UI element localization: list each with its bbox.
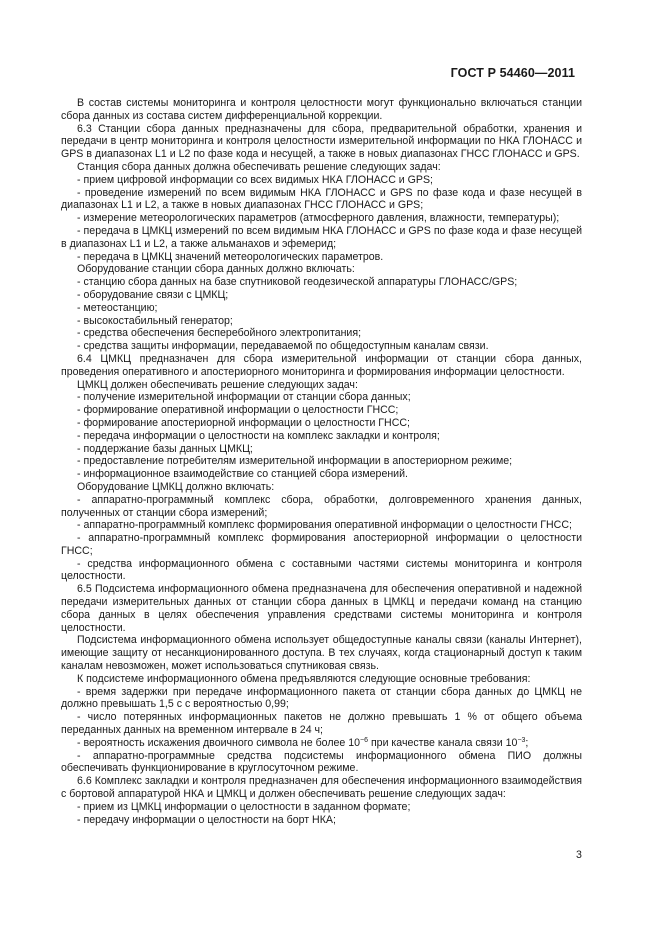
list-item: - средства обеспечения бесперебойного электропитания; — [77, 327, 362, 340]
list-item: - станцию сбора данных на базе спутниковой геодезической аппаратуры ГЛОНАСС/GPS; — [77, 276, 518, 289]
text-fragment: ; — [525, 736, 529, 749]
paragraph: В состав системы мониторинга и контроля целостности могут функционально включаться станции сбора данных из состава систем дифференциальной коррекции. — [61, 97, 582, 122]
page-header: ГОСТ Р 54460—2011 — [450, 66, 575, 80]
list-item: - передача в ЦМКЦ измерений по всем видимым НКА ГЛОНАСС и GPS по фазе кода и фазе несущей в диапазонах L1 и L2, а также альманахов и эфемерид; — [61, 224, 582, 250]
document-body — [61, 97, 582, 826]
list-item: - средства защиты информации, передаваемой по общедоступным каналам связи. — [77, 340, 489, 353]
paragraph: Станция сбора данных должна обеспечивать решение следующих задач: — [77, 160, 441, 173]
list-item: - формирование оперативной информации о целостности ГНСС; — [77, 404, 399, 417]
list-item: - оборудование связи с ЦМКЦ; — [77, 288, 229, 301]
list-item: - передача информации о целостности на комплекс закладки и контроля; — [77, 429, 440, 442]
section-6-5-paragraph: 6.5 Подсистема информационного обмена предназначена для обеспечения оперативной и надежной передачи измерительных данных от станции сбора данных в ЦМКЦ и передачи команд на станцию сбора данных в целях обеспечения управления средствами системы мониторинга и контроля целостности. — [61, 583, 582, 634]
list-item: - передачу информации о целостности на борт НКА; — [77, 813, 336, 826]
list-item: - аппаратно-программные средства подсистемы информационного обмена ПИО должны обеспечивать функционирование в круглосуточном режиме. — [61, 749, 582, 775]
paragraph: Подсистема информационного обмена использует общедоступные каналы связи (каналы Интернет), имеющие защиту от несанкционированного доступа. В тех случаях, когда стационарный доступ к таким каналам невозможен, может использоваться спутниковая связь. — [61, 634, 582, 673]
list-item: - передача в ЦМКЦ значений метеорологических параметров. — [77, 250, 384, 263]
list-item: - информационное взаимодействие со станцией сбора измерений. — [77, 468, 408, 481]
list-item: - прием цифровой информации со всех видимых НКА ГЛОНАСС и GPS; — [77, 173, 433, 186]
list-item-error-rate — [61, 737, 582, 750]
paragraph: ЦМКЦ должен обеспечивать решение следующих задач: — [77, 378, 358, 391]
section-6-3-paragraph: 6.3 Станции сбора данных предназначены для сбора, предварительной обработки, хранения и передачи в центр мониторинга и контроля целостности измерительной информации по НКА ГЛОНАСС и GPS в диапазонах L1 и L2 по фазе кода и несущей, а также в новых диапазонах ГНСС ГЛОНАСС и GPS. — [61, 122, 582, 161]
list-item: - число потерянных информационных пакетов не должно превышать 1 % от общего объема переданных данных на временном интервале в 24 ч; — [61, 711, 582, 737]
paragraph: Оборудование станции сбора данных должно включать: — [77, 263, 355, 276]
section-6-6-paragraph: 6.6 Комплекс закладки и контроля предназначен для обеспечения информационного взаимодействия с бортовой аппаратурой НКА и ЦМКЦ и должен обеспечивать решение следующих задач: — [61, 775, 582, 801]
exponent: −6 — [360, 736, 368, 744]
page-number: 3 — [576, 849, 582, 861]
list-item: - проведение измерений по всем видимым НКА ГЛОНАСС и GPS по фазе кода и фазе несущей в диапазонах L1 и L2, а также в новых диапазонах ГНСС ГЛОНАСС и GPS; — [61, 186, 582, 212]
list-item: - аппаратно-программный комплекс формирования оперативной информации о целостности ГНСС; — [77, 519, 572, 532]
list-item: - измерение метеорологических параметров (атмосферного давления, влажности, температуры); — [77, 212, 560, 225]
section-6-4-paragraph: 6.4 ЦМКЦ предназначен для сбора измерительной информации от станции сбора данных, проведения оперативного и апостериорного мониторинга и формирования информации целостности. — [61, 352, 582, 378]
list-item: - время задержки при передаче информационного пакета от станции сбора данных до ЦМКЦ не должно превышать 1,5 с с вероятностью 0,99; — [61, 685, 582, 711]
paragraph: Оборудование ЦМКЦ должно включать: — [77, 480, 275, 493]
exponent: −3 — [517, 736, 526, 744]
text-fragment: при качестве канала связи 10 — [368, 736, 518, 749]
text-fragment: - вероятность искажения двоичного символа не более 10 — [77, 736, 361, 749]
paragraph: К подсистеме информационного обмена предъявляются следующие основные требования: — [77, 672, 531, 685]
list-item: - поддержание базы данных ЦМКЦ; — [77, 442, 253, 455]
list-item: - предоставление потребителям измерительной информации в апостериорном режиме; — [77, 455, 513, 468]
list-item: - метеостанцию; — [77, 301, 158, 314]
list-item: - аппаратно-программный комплекс формирования апостериорной информации о целостности ГНСС; — [61, 532, 582, 557]
list-item: - высокостабильный генератор; — [77, 314, 233, 327]
list-item: - прием из ЦМКЦ информации о целостности в заданном формате; — [77, 800, 411, 813]
list-item: - формирование апостериорной информации о целостности ГНСС; — [77, 416, 410, 429]
list-item: - аппаратно-программный комплекс сбора, обработки, долговременного хранения данных, полученных от станции сбора измерений; — [61, 493, 582, 519]
list-item: - получение измерительной информации от станции сбора данных; — [77, 391, 411, 404]
list-item: - средства информационного обмена с составными частями системы мониторинга и контроля целостности. — [61, 557, 582, 583]
